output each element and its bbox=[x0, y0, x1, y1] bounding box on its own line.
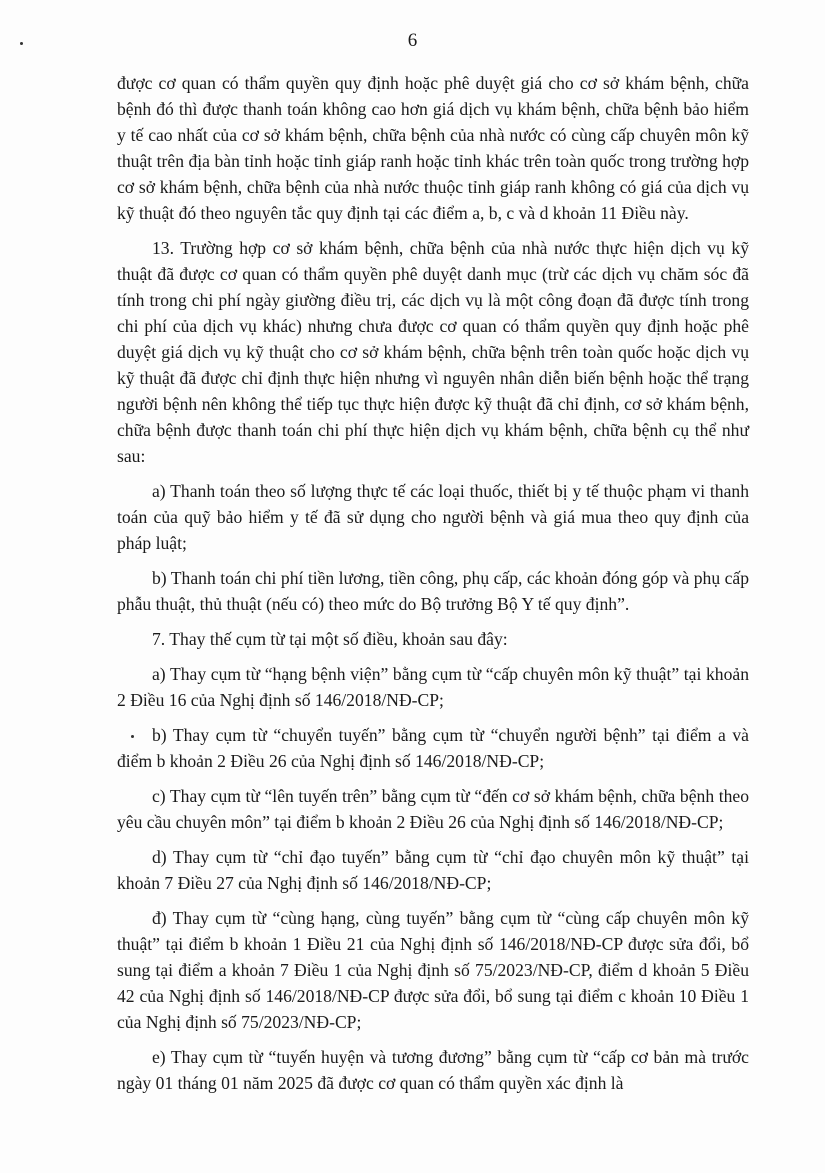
paragraph-clause-13-a: a) Thanh toán theo số lượng thực tế các loại thuốc, thiết bị y tế thuộc phạm vi thanh toán của quỹ bảo hiểm y tế đã sử dụng cho người bệnh và giá mua theo quy định của pháp luật; bbox=[117, 481, 749, 553]
paragraph-item-7-e: e) Thay cụm từ “tuyến huyện và tương đương” bằng cụm từ “cấp cơ bản mà trước ngày 01 tháng 01 năm 2025 đã được cơ quan có thẩm quyền xác định là bbox=[117, 1047, 749, 1093]
paragraph-item-7-b: b) Thay cụm từ “chuyển tuyến” bằng cụm từ “chuyển người bệnh” tại điểm a và điểm b khoản 2 Điều 26 của Nghị định số 146/2018/NĐ-CP; bbox=[117, 725, 749, 771]
paragraph-item-7-c: c) Thay cụm từ “lên tuyến trên” bằng cụm từ “đến cơ sở khám bệnh, chữa bệnh theo yêu cầu chuyên môn” tại điểm b khoản 2 Điều 26 của Nghị định số 146/2018/NĐ-CP; bbox=[117, 786, 749, 832]
paragraph-item-7-a: a) Thay cụm từ “hạng bệnh viện” bằng cụm từ “cấp chuyên môn kỹ thuật” tại khoản 2 Điều 16 của Nghị định số 146/2018/NĐ-CP; bbox=[117, 664, 749, 710]
paragraph-item-7-dd: đ) Thay cụm từ “cùng hạng, cùng tuyến” bằng cụm từ “cùng cấp chuyên môn kỹ thuật” tại điểm b khoản 1 Điều 21 của Nghị định số 146/2018/NĐ-CP được sửa đổi, bổ sung tại điểm a khoản 7 Điều 1 của Nghị định số 75/2023/NĐ-CP, điểm d khoản 5 Điều 42 của Nghị định số 146/2018/NĐ-CP được sửa đổi, bổ sung tại điểm c khoản 10 Điều 1 của Nghị định số 75/2023/NĐ-CP; bbox=[117, 908, 749, 1032]
paragraph-clause-13-b: b) Thanh toán chi phí tiền lương, tiền công, phụ cấp, các khoản đóng góp và phụ cấp phẫu thuật, thủ thuật (nếu có) theo mức do Bộ trưởng Bộ Y tế quy định”. bbox=[117, 568, 749, 614]
paragraph-item-7-d: d) Thay cụm từ “chỉ đạo tuyến” bằng cụm từ “chỉ đạo chuyên môn kỹ thuật” tại khoản 7 Điều 27 của Nghị định số 146/2018/NĐ-CP; bbox=[117, 847, 749, 893]
document-body bbox=[117, 70, 749, 1105]
page-number: 6 bbox=[407, 30, 418, 51]
paragraph-continuation: được cơ quan có thẩm quyền quy định hoặc phê duyệt giá cho cơ sở khám bệnh, chữa bệnh đó thì được thanh toán không cao hơn giá dịch vụ khám bệnh, chữa bệnh bảo hiểm y tế cao nhất của cơ sở khám bệnh, chữa bệnh của nhà nước có cùng cấp chuyên môn kỹ thuật trên địa bàn tỉnh hoặc tỉnh giáp ranh hoặc tỉnh khác trên toàn quốc trong trường hợp cơ sở khám bệnh, chữa bệnh của nhà nước thuộc tỉnh giáp ranh không có giá của dịch vụ kỹ thuật đó theo nguyên tắc quy định tại các điểm a, b, c và d khoản 11 Điều này. bbox=[117, 73, 749, 223]
paragraph-clause-13: 13. Trường hợp cơ sở khám bệnh, chữa bệnh của nhà nước thực hiện dịch vụ kỹ thuật đã được cơ quan có thẩm quyền phê duyệt danh mục (trừ các dịch vụ chăm sóc đã tính trong chi phí ngày giường điều trị, các dịch vụ là một công đoạn đã được tính trong chi phí của dịch vụ khác) nhưng chưa được cơ quan có thẩm quyền quy định hoặc phê duyệt giá dịch vụ kỹ thuật cho cơ sở khám bệnh, chữa bệnh trên toàn quốc hoặc dịch vụ kỹ thuật đã được chỉ định thực hiện nhưng vì nguyên nhân diễn biến bệnh hoặc thể trạng người bệnh nên không thể tiếp tục thực hiện được kỹ thuật đã chỉ định, cơ sở khám bệnh, chữa bệnh được thanh toán chi phí thực hiện dịch vụ khám bệnh, chữa bệnh cụ thể như sau: bbox=[117, 238, 749, 466]
paragraph-item-7: 7. Thay thế cụm từ tại một số điều, khoản sau đây: bbox=[152, 629, 508, 649]
